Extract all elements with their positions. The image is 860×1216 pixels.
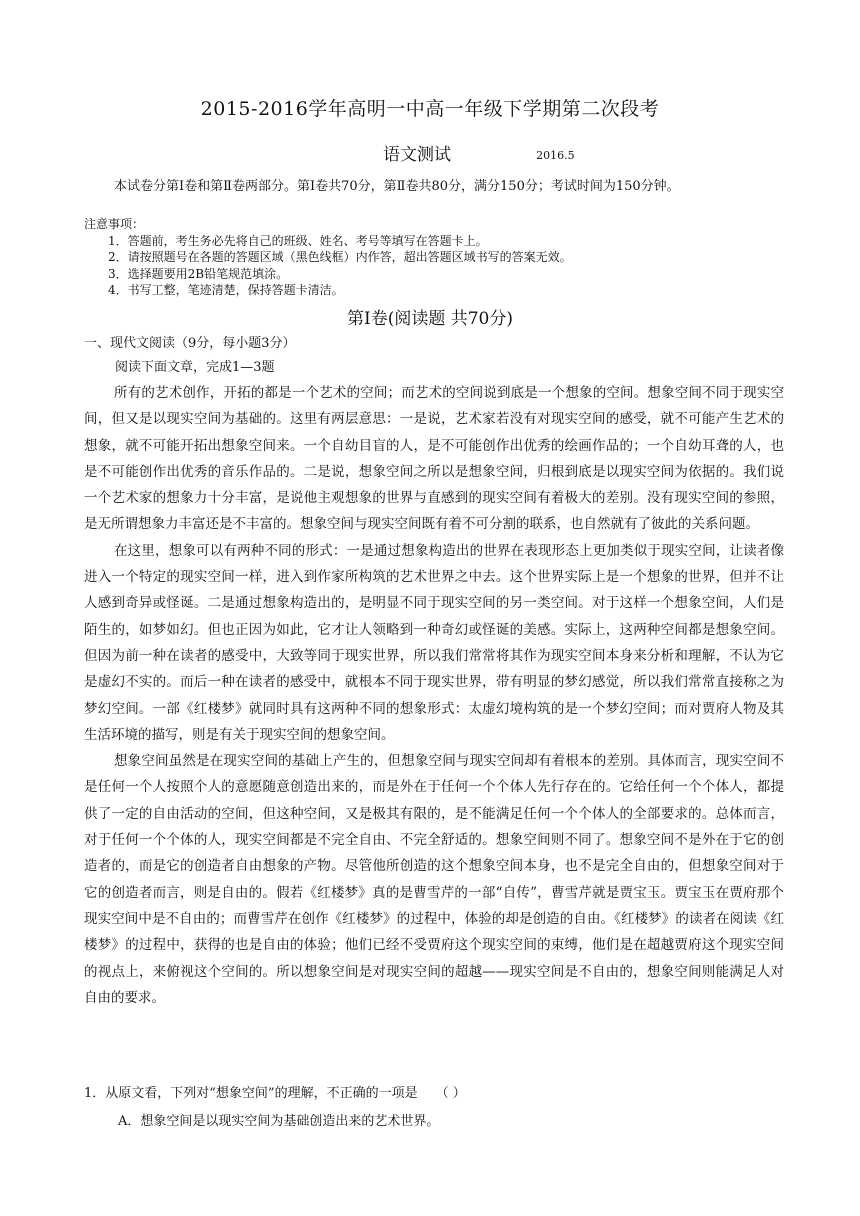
passage-paragraph: 所有的艺术创作，开拓的都是一个艺术的空间；而艺术的空间说到底是一个想象的空间。想象空间不同于现实空间，但又是以现实空间为基础的。这里有两层意思：一是说，艺术家若没有对现实空间的感受，就不可能产生艺术的想象，就不可能开拓出想象空间来。一个自幼目盲的人，是不可能创作出优秀的绘画作品的；一个自幼耳聋的人，也是不可能创作出优秀的音乐作品的。二是说，想象空间之所以是想象空间，归根到底是以现实空间为依据的。我们说一个艺术家的想象力十分丰富，是说他主观想象的世界与直感到的现实空间有着极大的差别。没有现实空间的参照，是无所谓想象力丰富还是不丰富的。想象空间与现实空间既有着不可分割的联系，也自然就有了彼此的关系问题。 bbox=[84, 385, 784, 533]
option-a: A．想象空间是以现实空间为基础创造出来的艺术世界。 bbox=[118, 1114, 440, 1129]
note-item: 3．选择题要用2B铅笔规范填涂。 bbox=[108, 266, 289, 281]
exam-intro: 本试卷分第Ⅰ卷和第Ⅱ卷两部分。第Ⅰ卷共70分，第Ⅱ卷共80分，满分150分；考试时间为150分钟。 bbox=[114, 179, 680, 194]
note-item: 1．答题前，考生务必先将自己的班级、姓名、考号等填写在答题卡上。 bbox=[108, 233, 488, 248]
section-title: 第Ⅰ卷(阅读题 共70分) bbox=[346, 309, 513, 329]
answer-blank: （ ） bbox=[435, 1086, 466, 1101]
question-1 bbox=[84, 1082, 466, 1101]
question-text: 1．从原文看，下列对“想象空间”的理解，不正确的一项是 bbox=[84, 1086, 418, 1101]
note-item: 4．书写工整，笔迹清楚，保持答题卡清洁。 bbox=[108, 283, 344, 297]
passage-paragraph: 在这里，想象可以有两种不同的形式：一是通过想象构造出的世界在表现形态上更加类似于现实空间，让读者像进入一个特定的现实空间一样，进入到作家所构筑的艺术世界之中去。这个世界实际上是一个想象的世界，但并不让人感到奇异或怪诞。二是通过想象构造出的，是明显不同于现实空间的另一类空间。对于这样一个想象空间，人们是陌生的，如梦如幻。但也正因为如此，它才让人领略到一种奇幻或怪诞的美感。实际上，这两种空间都是想象空间。但因为前一种在读者的感受中，大致等同于现实世界，所以我们常常将其作为现实空间本身来分析和理解，不认为它是虚幻不实的。而后一种在读者的感受中，就根本不同于现实世界，带有明显的梦幻感觉，所以我们常常直接称之为梦幻空间。一部《红楼梦》就同时具有这两种不同的想象形式：太虚幻境构筑的是一个梦幻空间；而对贾府人物及其生活环境的描写，则是有关于现实空间的想象空间。 bbox=[84, 542, 784, 743]
reading-passage bbox=[84, 380, 784, 1011]
exam-subtitle: 语文测试 bbox=[383, 145, 451, 165]
notes-block bbox=[84, 216, 784, 299]
note-item: 2．请按照题号在各题的答题区域（黑色线框）内作答，超出答题区域书写的答案无效。 bbox=[108, 250, 572, 264]
reading-instruction: 阅读下面文章，完成1—3题 bbox=[115, 360, 275, 375]
subtitle-line bbox=[383, 140, 575, 165]
passage-paragraph: 想象空间虽然是在现实空间的基础上产生的，但想象空间与现实空间却有着根本的差别。具体而言，现实空间不是任何一个人按照个人的意愿随意创造出来的，而是外在于任何一个个体人先行存在的。它给任何一个个体人，都提供了一定的自由活动的空间，但这种空间，又是极其有限的，是不能满足任何一个个体人的全部要求的。总体而言，对于任何一个个体的人，现实空间都是不完全自由、不完全舒适的。想象空间则不同了。想象空间不是外在于它的创造者的，而是它的创造者自由想象的产物。尽管他所创造的这个想象空间本身，也不是完全自由的，但想象空间对于它的创造者而言，则是自由的。假若《红楼梦》真的是曹雪芹的一部“自传”，曹雪芹就是贾宝玉。贾宝玉在贾府那个现实空间中是不自由的；而曹雪芹在创作《红楼梦》的过程中，体验的却是创造的自由。《红楼梦》的读者在阅读《红楼梦》的过程中，获得的也是自由的体验；他们已经不受贾府这个现实空间的束缚，他们是在超越贾府这个现实空间的视点上，来俯视这个空间的。所以想象空间是对现实空间的超越——现实空间是不自由的，想象空间则能满足人对自由的要求。 bbox=[84, 753, 784, 1006]
exam-date: 2016.5 bbox=[536, 149, 575, 162]
part-heading: 一、现代文阅读（9分，每小题3分） bbox=[84, 336, 296, 351]
notes-heading: 注意事项： bbox=[84, 217, 145, 231]
exam-title: 2015-2016学年高明一中高一年级下学期第二次段考 bbox=[200, 98, 660, 120]
